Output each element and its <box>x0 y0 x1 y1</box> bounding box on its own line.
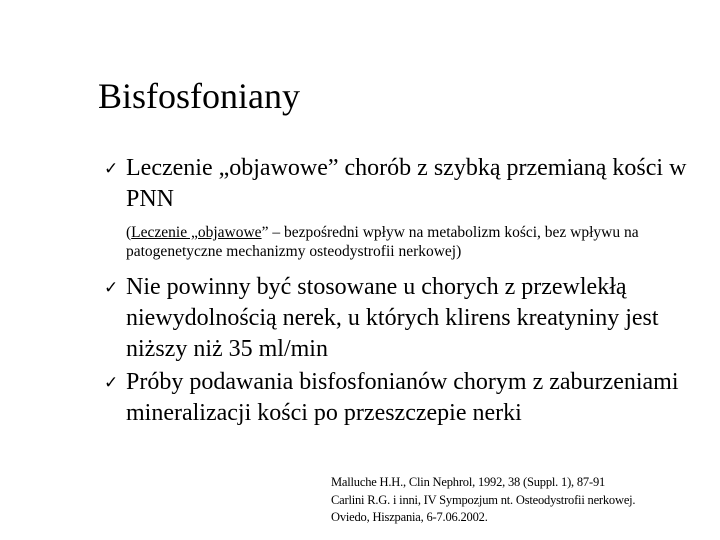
note-open-paren: ( <box>126 224 132 241</box>
checkmark-icon: ✓ <box>104 159 119 179</box>
references <box>331 474 711 527</box>
note-text <box>126 223 706 261</box>
note-rest: ” – bezpośredni wpływ na metabolizm kości, bez wpływu na patogenetyczne mechanizmy osteodystrofii nerkowej) <box>126 224 639 260</box>
reference-line: Malluche H.H., Clin Nephrol, 1992, 38 (Suppl. 1), 87-91 <box>331 475 606 489</box>
reference-line: Oviedo, Hiszpania, 6-7.06.2002. <box>331 510 488 524</box>
reference-line: Carlini R.G. i inni, IV Sympozjum nt. Osteodystrofii nerkowej. <box>331 492 636 507</box>
bullet-item <box>104 153 694 215</box>
checkmark-icon: ✓ <box>104 373 119 393</box>
slide-title: Bisfosfoniany <box>98 76 300 116</box>
bullet-text: Próby podawania bisfosfonianów chorym z zaburzeniami mineralizacji kości po przeszczepie nerki <box>126 369 679 426</box>
bullet-item <box>104 272 694 365</box>
bullet-item <box>104 367 694 429</box>
checkmark-icon: ✓ <box>104 278 119 298</box>
bullet-text: Nie powinny być stosowane u chorych z przewlekłą niewydolnością nerek, u których klirens kreatyniny jest niższy niż 35 ml/min <box>126 274 659 362</box>
note-underlined: Leczenie „objawowe <box>131 224 262 241</box>
bullet-text: Leczenie „objawowe” chorób z szybką przemianą kości w PNN <box>126 155 687 212</box>
